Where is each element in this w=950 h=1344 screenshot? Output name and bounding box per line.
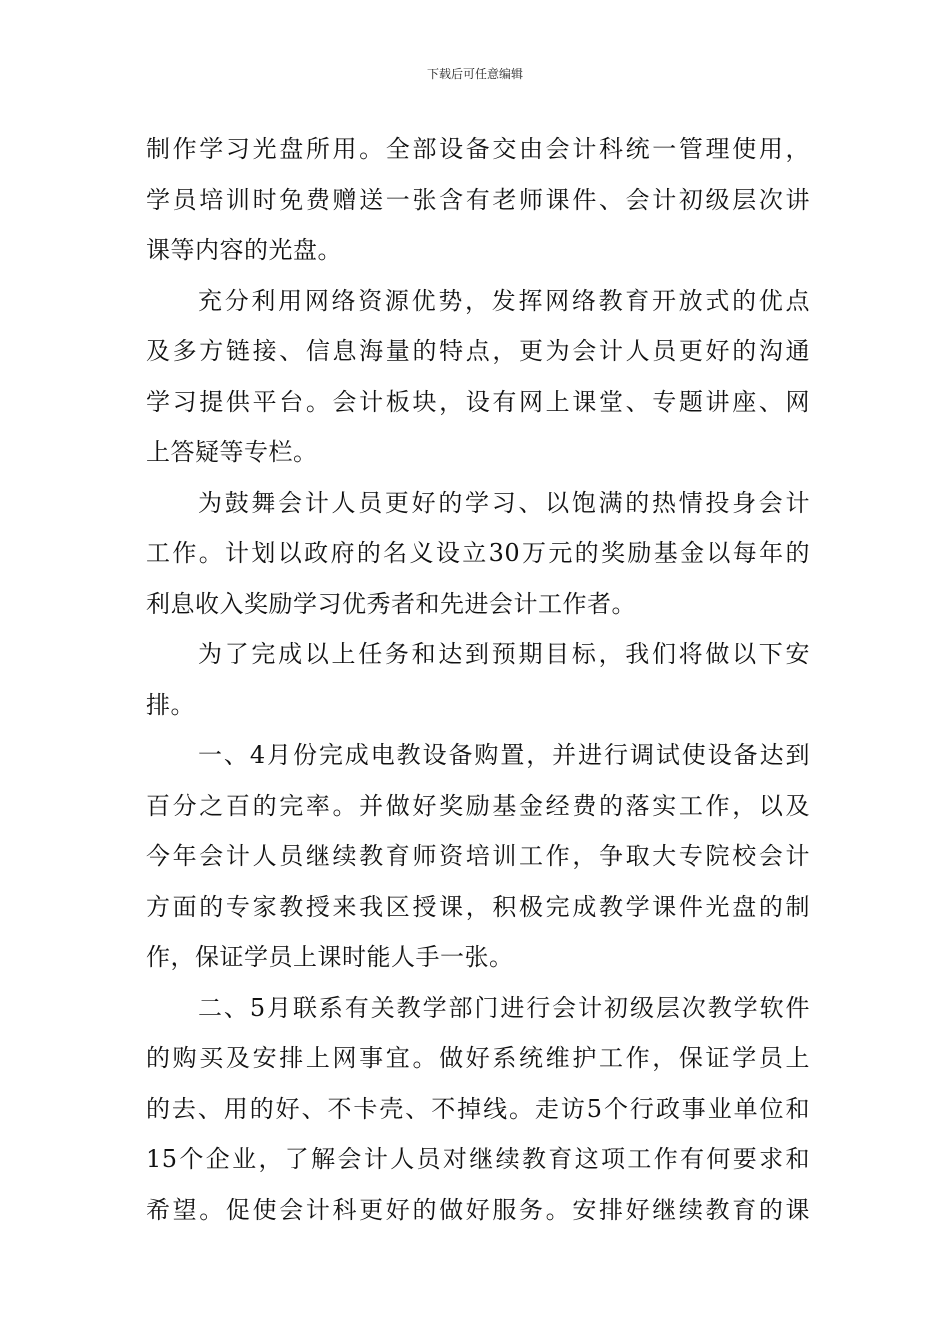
text-line: 为了完成以上任务和达到预期目标，我们将做以下安 xyxy=(198,640,810,668)
text-line: 排。 xyxy=(146,690,195,719)
text-line: 方面的专家教授来我区授课，积极完成教学课件光盘的制 xyxy=(146,892,810,921)
text-line: 学习提供平台。会计板块，设有网上课堂、专题讲座、网 xyxy=(146,387,810,416)
text-line: 为鼓舞会计人员更好的学习、以饱满的热情投身会计 xyxy=(198,488,810,517)
text-line: 15个企业，了解会计人员对继续教育这项工作有何要求和 xyxy=(146,1145,810,1173)
text-line: 利息收入奖励学习优秀者和先进会计工作者。 xyxy=(146,589,636,618)
text-line: 及多方链接、信息海量的特点，更为会计人员更好的沟通 xyxy=(146,337,810,365)
text-line: 的去、用的好、不卡壳、不掉线。走访5个行政事业单位和 xyxy=(146,1094,810,1123)
text-line: 上答疑等专栏。 xyxy=(146,438,318,466)
text-line: 百分之百的完率。并做好奖励基金经费的落实工作，以及 xyxy=(146,791,810,820)
text-line: 二、5月联系有关教学部门进行会计初级层次教学软件 xyxy=(198,993,810,1022)
text-line: 作，保证学员上课时能人手一张。 xyxy=(146,943,514,971)
text-line: 课等内容的光盘。 xyxy=(146,236,342,264)
text-line: 学员培训时免费赠送一张含有老师课件、会计初级层次讲 xyxy=(146,185,810,214)
page-header: 下载后可任意编辑 xyxy=(426,67,523,81)
text-line: 今年会计人员继续教育师资培训工作，争取大专院校会计 xyxy=(146,842,810,870)
text-line: 充分利用网络资源优势，发挥网络教育开放式的优点 xyxy=(198,286,810,315)
document-body xyxy=(146,124,810,1235)
text-line: 一、4月份完成电教设备购置，并进行调试使设备达到 xyxy=(198,741,810,769)
text-line: 制作学习光盘所用。全部设备交由会计科统一管理使用， xyxy=(146,135,810,163)
text-line: 工作。计划以政府的名义设立30万元的奖励基金以每年的 xyxy=(146,539,810,567)
text-line: 希望。促使会计科更好的做好服务。安排好继续教育的课 xyxy=(146,1195,810,1224)
text-line: 的购买及安排上网事宜。做好系统维护工作，保证学员上 xyxy=(146,1044,810,1072)
